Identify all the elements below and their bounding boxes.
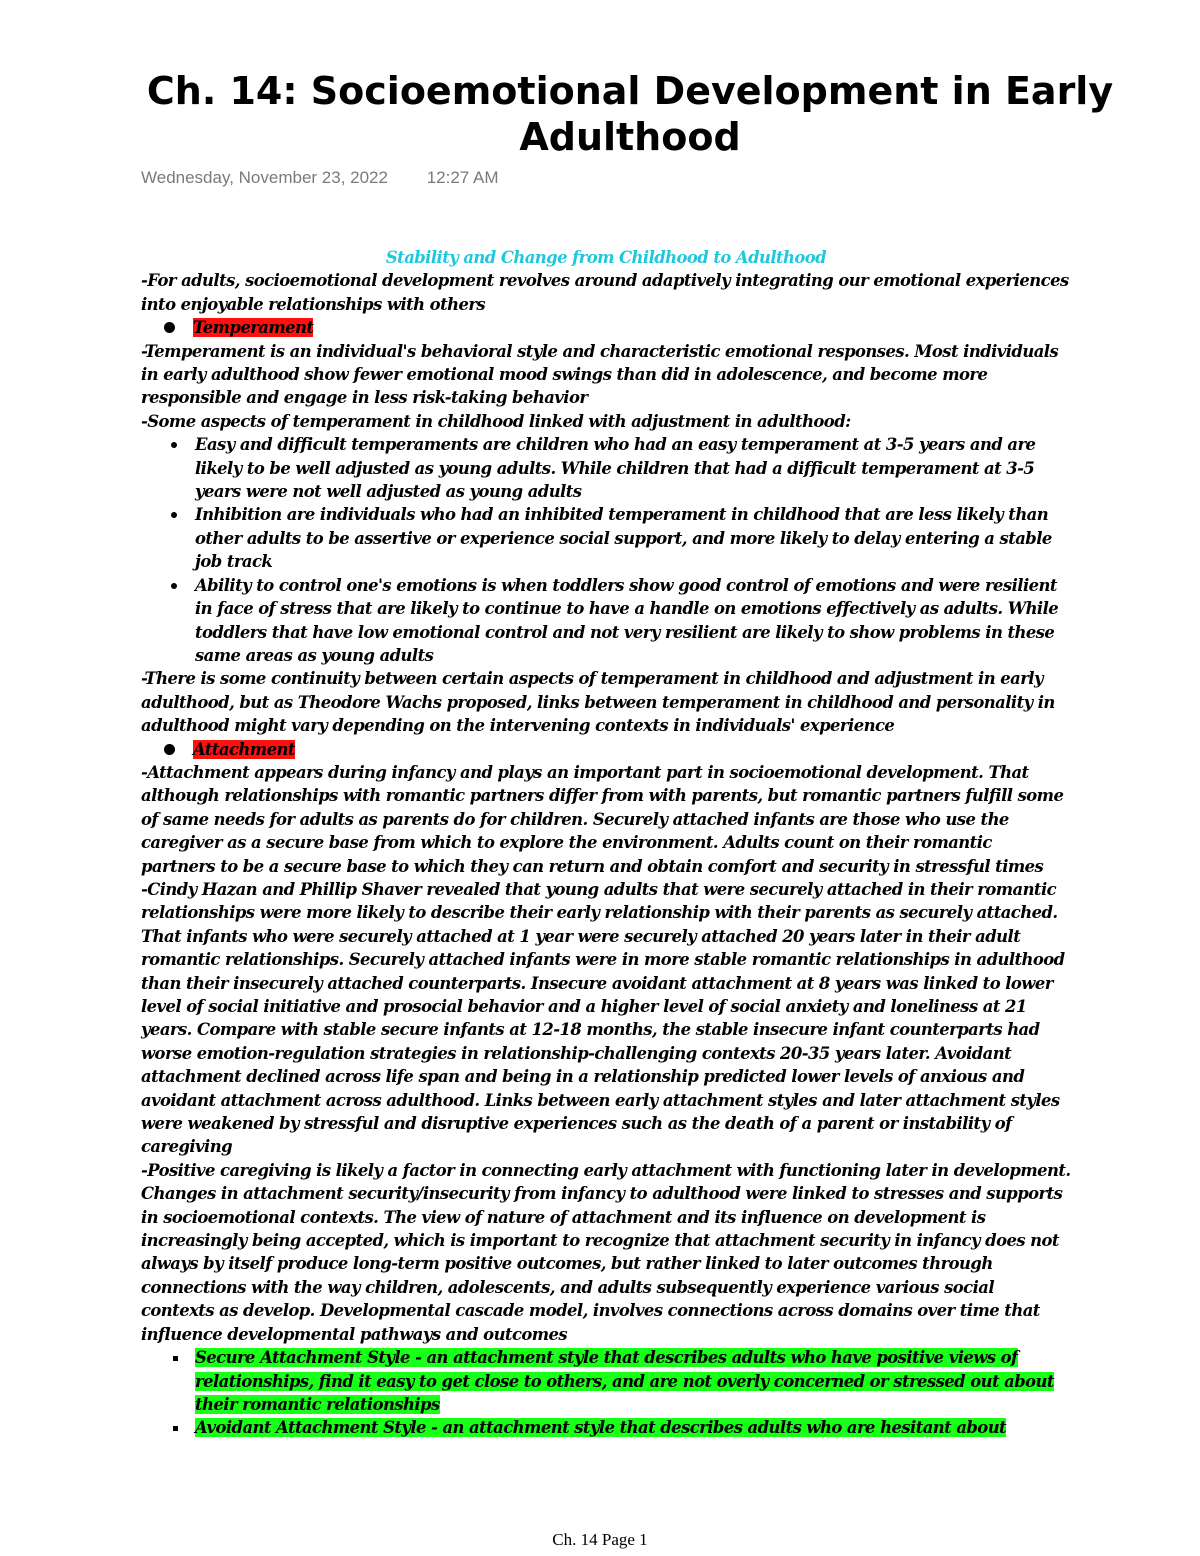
bullet-icon [171,583,177,589]
section-title: Stability and Change from Childhood to Adulthood [385,248,827,267]
bullet-dot-icon [164,744,175,755]
page-footer: Ch. 14 Page 1 [552,1530,648,1549]
square-bullet-icon [173,1356,178,1361]
page-timestamp [141,168,499,188]
bullet-dot-icon [164,322,175,333]
list-item-text: Ability to control one's emotions is when toddlers show good control of emotions and were resilient in face of stress that are likely to continue to have a handle on emotions effectively as adults. While toddlers that have low emotional control and not very resilient are likely to show problems in these same areas as young adults [195,575,1059,665]
temperament-paragraph: -Some aspects of temperament in childhood linked with adjustment in adulthood: [141,411,851,431]
page-time: 12:27 AM [426,168,499,187]
list-item-text: Easy and difficult temperaments are children who had an easy temperament at 3-5 years and are likely to be well adjusted as young adults. While children that had a difficult temperament at 3-5 years were not well adjusted as young adults [195,435,1036,502]
list-item [141,574,1071,668]
section-intro: -For adults, socioemotional development revolves around adaptively integrating our emotional experiences into enjoyable relationships with others [141,271,1069,314]
note-body [141,246,1071,1440]
bullet-icon [171,512,177,518]
temperament-paragraph: -There is some continuity between certain aspects of temperament in childhood and adjustment in early adulthood, but as Theodore Wachs proposed, links between temperament in childhood and personality in adulthood might vary depending on the intervening contexts in individuals' experience [141,669,1055,736]
attachment-heading [141,738,1071,761]
temperament-bullet-list [141,433,1071,667]
list-item-text: Inhibition are individuals who had an inhibited temperament in childhood that are less likely than other adults to be assertive or experience social support, and more likely to delay entering a stable job track [195,505,1052,572]
temperament-heading [141,316,1071,339]
square-bullet-icon [173,1426,178,1431]
page-title: Ch. 14: Socioemotional Development in Early Adulthood [146,69,1114,159]
bullet-icon [171,442,177,448]
attachment-paragraph: -Cindy Hazan and Phillip Shaver revealed that young adults that were securely attached in their romantic relationships were more likely to describe their early relationship with their parents as securely attached. That infants who were securely attached at 1 year were securely attached 20 years later in their adult romantic relationships. Securely attached infants were in more stable romantic relationships in adulthood than their insecurely attached counterparts. Insecure avoidant attachment at 8 years was linked to lower level of social initiative and prosocial behavior and a higher level of social anxiety and loneliness at 21 years. Compare with stable secure infants at 12-18 months, the stable insecure infant counterparts had worse emotion-regulation strategies in relationship-challenging contexts 20-35 years later. Avoidant attachment declined across life span and being in a relationship predicted lower levels of anxious and avoidant attachment across adulthood. Links between early attachment styles and later attachment styles were weakened by stressful and disruptive experiences such as the death of a parent or instability of caregiving [141,879,1065,1157]
list-item-text: Avoidant Attachment Style - an attachment style that describes adults who are hesitant about [195,1418,1007,1438]
page-date: Wednesday, November 23, 2022 [141,168,388,187]
attachment-paragraph: -Positive caregiving is likely a factor in connecting early attachment with functioning later in development. Changes in attachment security/insecurity from infancy to adulthood were linked to stresses and supports in socioemotional contexts. The view of nature of attachment and its influence on development is increasingly being accepted, which is important to recognize that attachment security in infancy does not always by itself produce long-term positive outcomes, but rather linked to later outcomes through connections with the way children, adolescents, and adults subsequently experience various social contexts as develop. Developmental cascade model, involves connections across domains over time that influence developmental pathways and outcomes [141,1160,1071,1344]
temperament-heading-label: Temperament [193,318,314,338]
temperament-paragraph: -Temperament is an individual's behavioral style and characteristic emotional responses. Most individuals in early adulthood show fewer emotional mood swings than did in adolescence, and become more responsible and engage in less risk-taking behavior [141,341,1059,408]
list-item [141,433,1071,503]
list-item [141,503,1071,573]
attachment-paragraph: -Attachment appears during infancy and plays an important part in socioemotional development. That although relationships with romantic partners differ from with parents, but romantic partners fulfill some of same needs for adults as parents do for children. Securely attached infants are those who use the caregiver as a secure base from which to explore the environment. Adults count on their romantic partners to be a secure base to which they can return and obtain comfort and security in stressful times [141,762,1064,876]
attachment-heading-label: Attachment [193,739,295,759]
attachment-style-list [141,1346,1071,1440]
list-item [141,1416,1071,1439]
list-item [141,1346,1071,1416]
list-item-text: Secure Attachment Style - an attachment style that describes adults who have positive views of relationships, find it easy to get close to others, and are not overly concerned or stressed out about their romantic relationships [195,1348,1054,1414]
